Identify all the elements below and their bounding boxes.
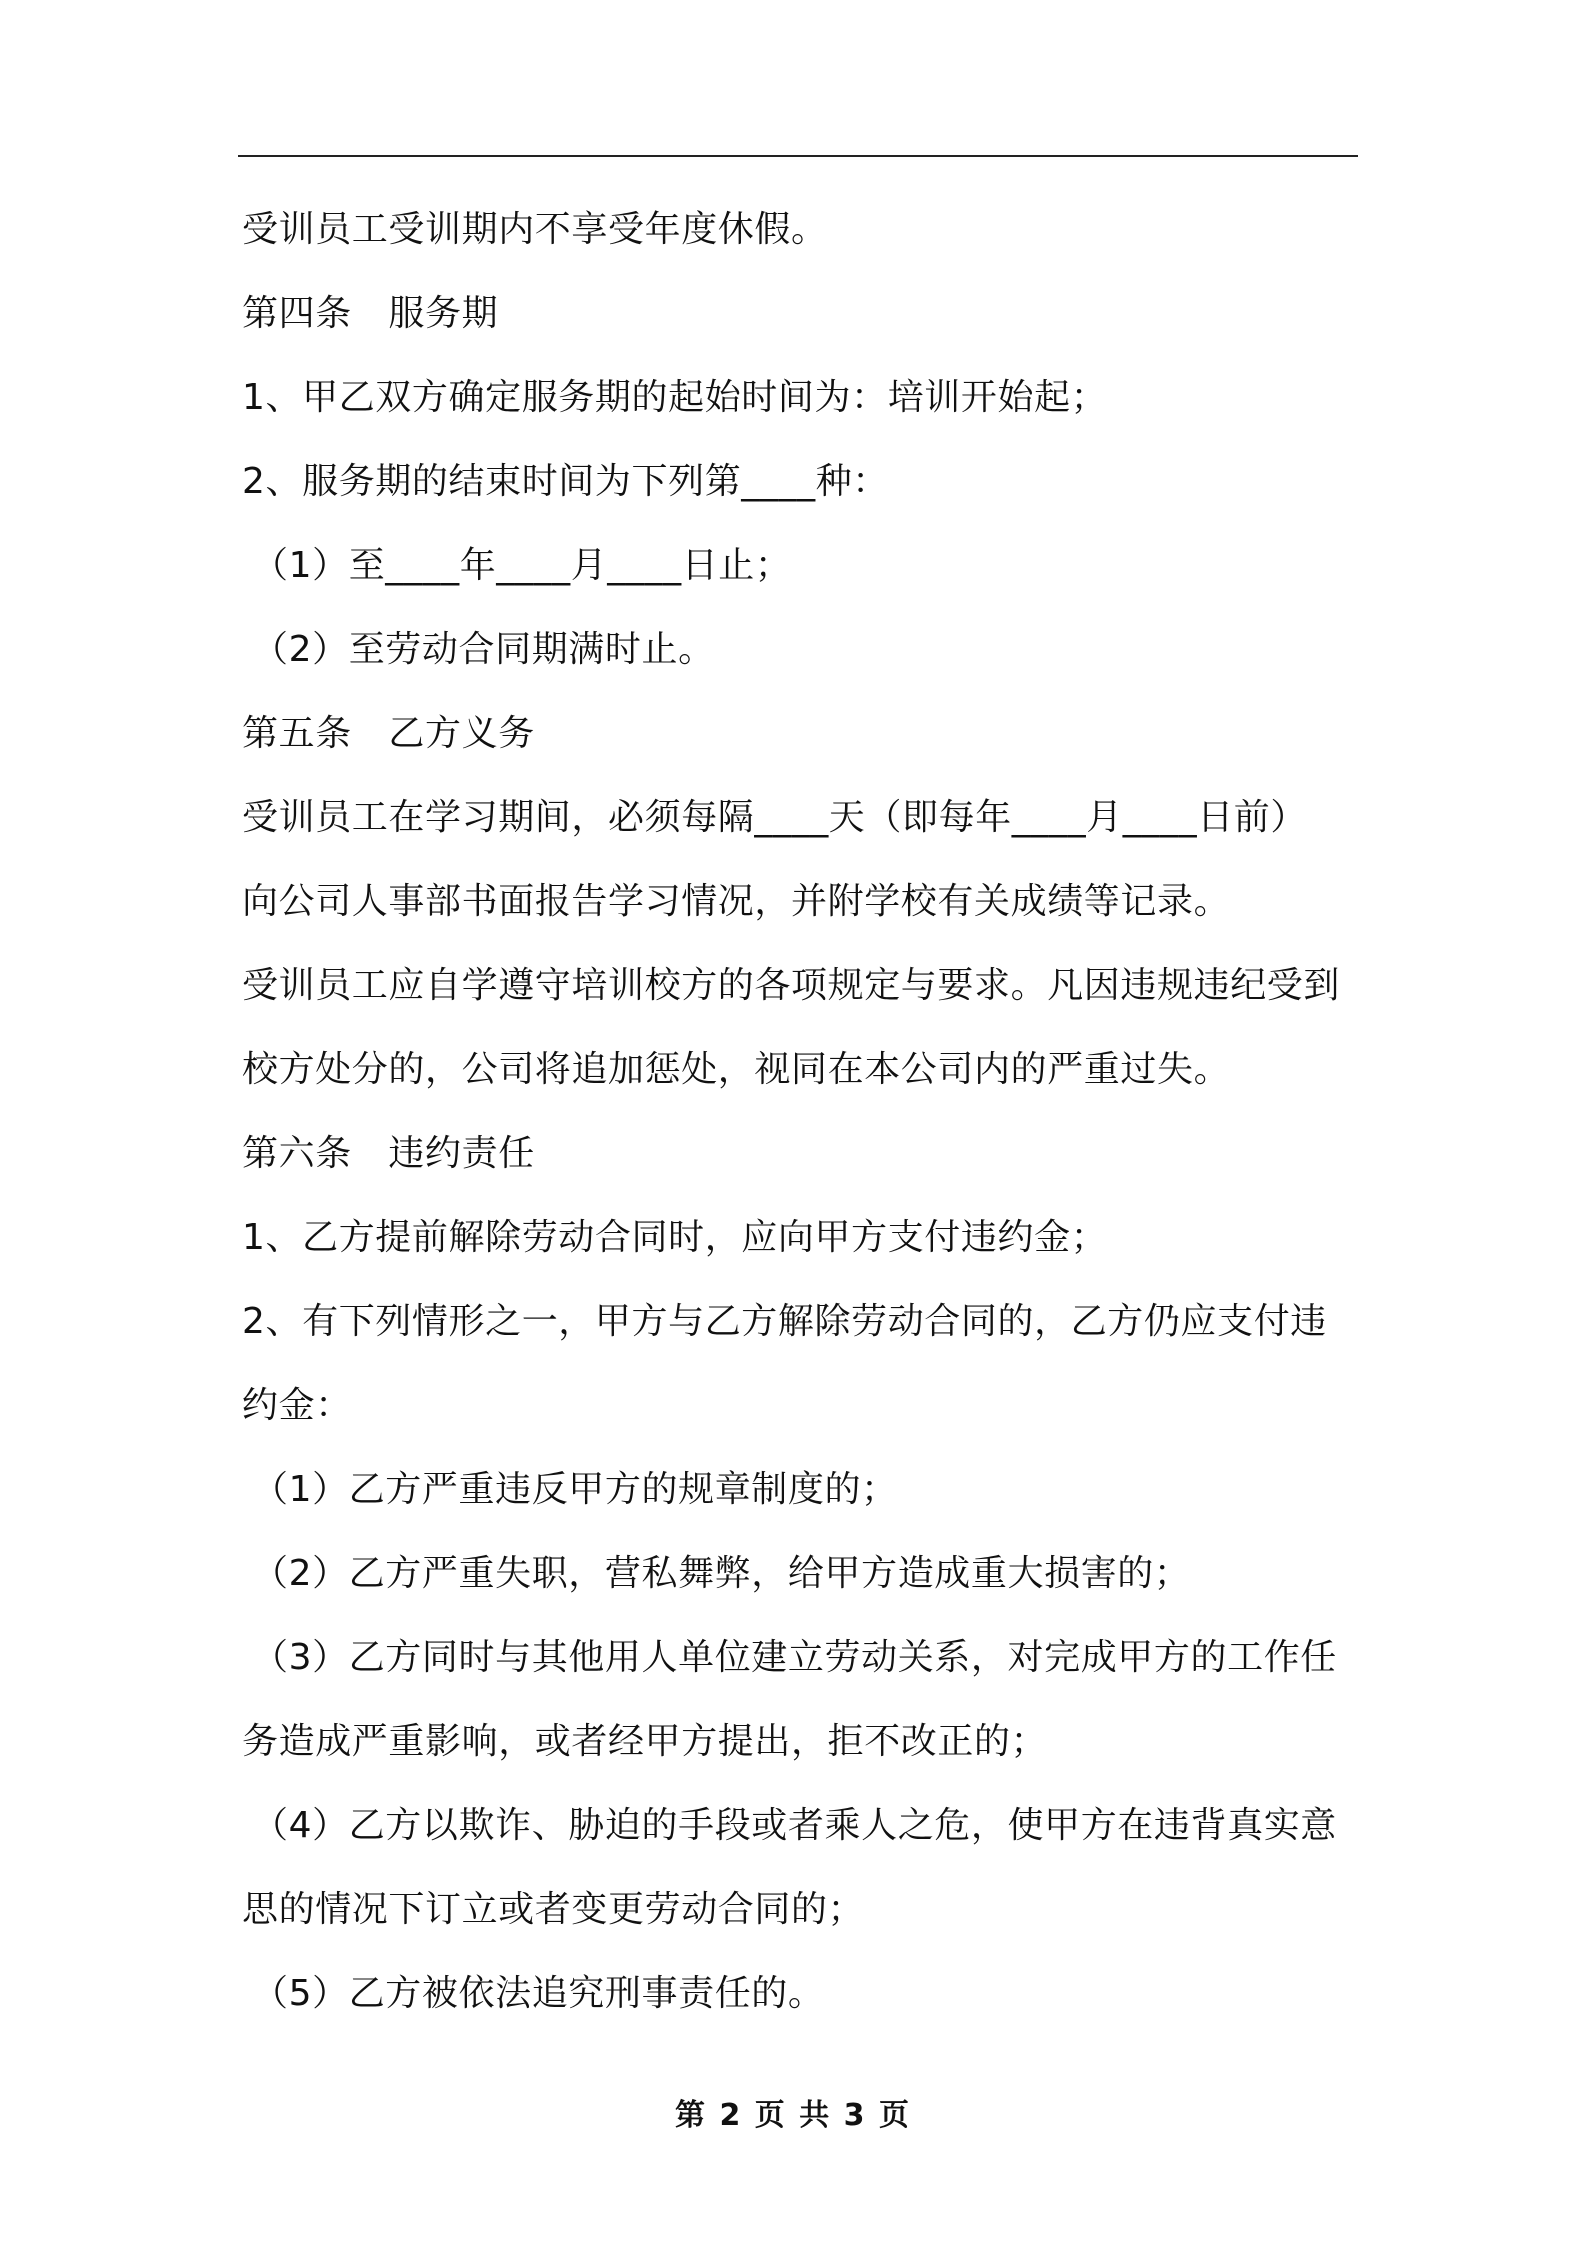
paragraph-line: 受训员工应自学遵守培训校方的各项规定与要求。凡因违规违纪受到 [242, 965, 1341, 1006]
paragraph-line: 2、有下列情形之一，甲方与乙方解除劳动合同的，乙方仍应支付违 [242, 1301, 1327, 1342]
list-item: （5）乙方被依法追究刑事责任的。 [252, 1973, 825, 2014]
article-heading: 第五条 乙方义务 [242, 713, 535, 754]
list-item: （4）乙方以欺诈、胁迫的手段或者乘人之危，使甲方在违背真实意 [252, 1805, 1337, 1846]
header-rule [238, 155, 1358, 157]
paragraph-line: 1、乙方提前解除劳动合同时，应向甲方支付违约金； [242, 1217, 1108, 1258]
list-item: （2）至劳动合同期满时止。 [252, 629, 715, 670]
paragraph-line: 2、服务期的结束时间为下列第____种： [242, 461, 889, 502]
paragraph-line: 务造成严重影响，或者经甲方提出，拒不改正的； [242, 1721, 1048, 1762]
paragraph-line: 1、甲乙双方确定服务期的起始时间为：培训开始起； [242, 377, 1108, 418]
paragraph-line: 约金： [242, 1385, 352, 1426]
article-heading: 第六条 违约责任 [242, 1133, 535, 1174]
article-heading: 第四条 服务期 [242, 293, 499, 334]
paragraph-line: 受训员工受训期内不享受年度休假。 [242, 209, 828, 250]
list-item: （3）乙方同时与其他用人单位建立劳动关系，对完成甲方的工作任 [252, 1637, 1337, 1678]
paragraph-line: 思的情况下订立或者变更劳动合同的； [242, 1889, 865, 1930]
paragraph-line: 向公司人事部书面报告学习情况，并附学校有关成绩等记录。 [242, 881, 1231, 922]
paragraph-line: 校方处分的，公司将追加惩处，视同在本公司内的严重过失。 [242, 1049, 1231, 1090]
list-item: （1）乙方严重违反甲方的规章制度的； [252, 1469, 898, 1510]
list-item: （1）至____年____月____日止； [252, 545, 792, 586]
page-number-footer: 第 2 页 共 3 页 [675, 2098, 911, 2133]
list-item: （2）乙方严重失职，营私舞弊，给甲方造成重大损害的； [252, 1553, 1191, 1594]
paragraph-line: 受训员工在学习期间，必须每隔____天（即每年____月____日前） [242, 797, 1307, 838]
